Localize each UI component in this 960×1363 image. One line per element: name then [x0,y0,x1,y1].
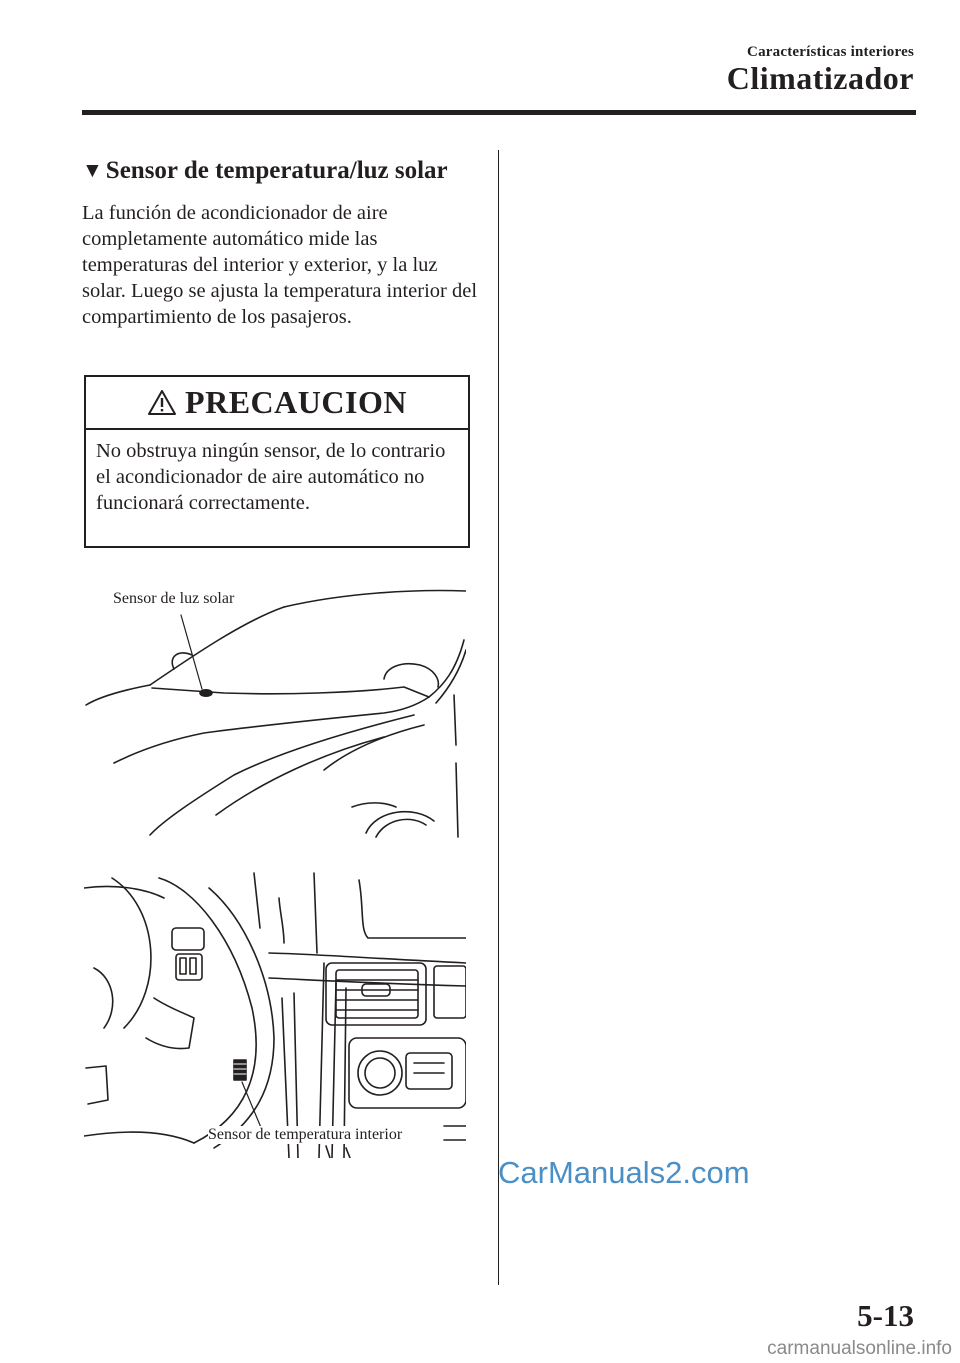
page-number: 5-13 [857,1298,914,1333]
watermark-carmanuals2: CarManuals2.com [498,1155,750,1190]
section-heading [82,157,448,185]
warning-triangle-icon [147,389,177,416]
interior-sensor-label: Sensor de temperatura interior [208,1126,403,1143]
section-paragraph: La función de acondicionador de aire completamente automático mide las temperaturas del interior y exterior, y la luz solar. Luego se ajusta la temperatura interior del compartimiento de los pasajeros. [82,202,478,328]
caution-box [84,375,470,548]
header-section-label: Características interiores [747,44,914,60]
column-divider [498,150,499,1285]
section-heading-text: Sensor de temperatura/luz solar [105,157,448,184]
solar-sensor-label: Sensor de luz solar [113,590,235,607]
section-marker-icon: ▼ [82,158,103,182]
header-rule [82,110,916,115]
caution-text: No obstruya ningún sensor, de lo contrario el acondicionador de aire automático no funcionará correctamente. [96,440,446,514]
caution-title: PRECAUCION [185,384,407,420]
watermark-carmanualsonline: carmanualsonline.info [767,1338,952,1359]
solar-sensor-illustration [84,575,466,840]
header-chapter-title: Climatizador [726,60,914,96]
caution-header [86,377,468,430]
interior-sensor-illustration [84,868,466,1158]
